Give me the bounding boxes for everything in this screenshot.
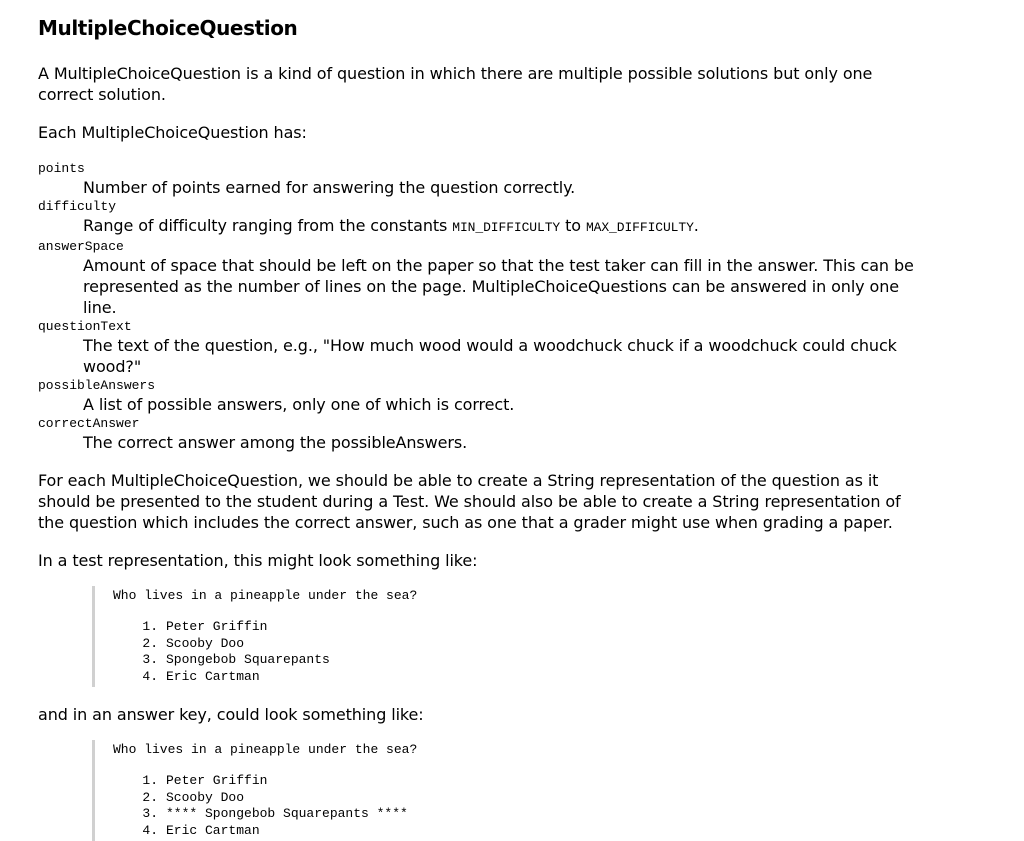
- list-item: 1. Peter Griffin: [142, 773, 268, 788]
- choice-list: [113, 773, 918, 839]
- fields-intro: Each MultipleChoiceQuestion has:: [38, 123, 307, 142]
- field-definition-list: [38, 160, 918, 453]
- constant-code: MAX_DIFFICULTY: [585, 220, 694, 235]
- document: [38, 14, 918, 841]
- field-description: A list of possible answers, only one of which is correct.: [83, 395, 515, 414]
- field-description: Number of points earned for answering the question correctly.: [83, 178, 576, 197]
- list-item: 4. Eric Cartman: [142, 822, 260, 838]
- constant-code: MIN_DIFFICULTY: [452, 220, 561, 235]
- list-item: 2. Scooby Doo: [142, 789, 245, 805]
- example-question: Who lives in a pineapple under the sea?: [113, 742, 418, 757]
- answer-key-example-block: [92, 740, 918, 841]
- field-description: The text of the question, e.g., "How much wood would a woodchuck chuck if a woodchuck could chuck wood?": [83, 336, 897, 376]
- test-intro: In a test representation, this might look something like:: [38, 551, 478, 570]
- field-description: Range of difficulty ranging from the constants MIN_DIFFICULTY to MAX_DIFFICULTY.: [83, 216, 699, 235]
- field-name: correctAnswer: [38, 416, 140, 431]
- field-description: Amount of space that should be left on the paper so that the test taker can fill in the answer. This can be represented as the number of lines on the page. MultipleChoiceQuestions can be answered in only one line.: [83, 256, 914, 317]
- choice-list: [113, 619, 918, 685]
- example-question: Who lives in a pineapple under the sea?: [113, 588, 418, 603]
- list-item: 1. Peter Griffin: [142, 619, 268, 634]
- list-item: 3. **** Spongebob Squarepants ****: [142, 806, 408, 821]
- key-intro: and in an answer key, could look something like:: [38, 705, 424, 724]
- page-title: MultipleChoiceQuestion: [38, 16, 298, 40]
- list-item: 4. Eric Cartman: [142, 668, 260, 684]
- test-example-block: [92, 586, 918, 687]
- list-item: 3. Spongebob Squarepants: [142, 652, 330, 667]
- field-description: The correct answer among the possibleAnswers.: [83, 433, 468, 452]
- field-name: answerSpace: [38, 239, 124, 254]
- field-name: points: [38, 161, 85, 176]
- field-name: difficulty: [38, 199, 117, 214]
- list-item: 2. Scooby Doo: [142, 635, 245, 651]
- intro-paragraph: A MultipleChoiceQuestion is a kind of question in which there are multiple possible solutions but only one correct solution.: [38, 64, 873, 104]
- field-name: possibleAnswers: [38, 378, 156, 393]
- string-representation-paragraph: For each MultipleChoiceQuestion, we should be able to create a String representation of the question as it should be presented to the student during a Test. We should also be able to create a String representation of the question which includes the correct answer, such as one that a grader might use when grading a paper.: [38, 471, 901, 532]
- field-name: questionText: [38, 319, 132, 334]
